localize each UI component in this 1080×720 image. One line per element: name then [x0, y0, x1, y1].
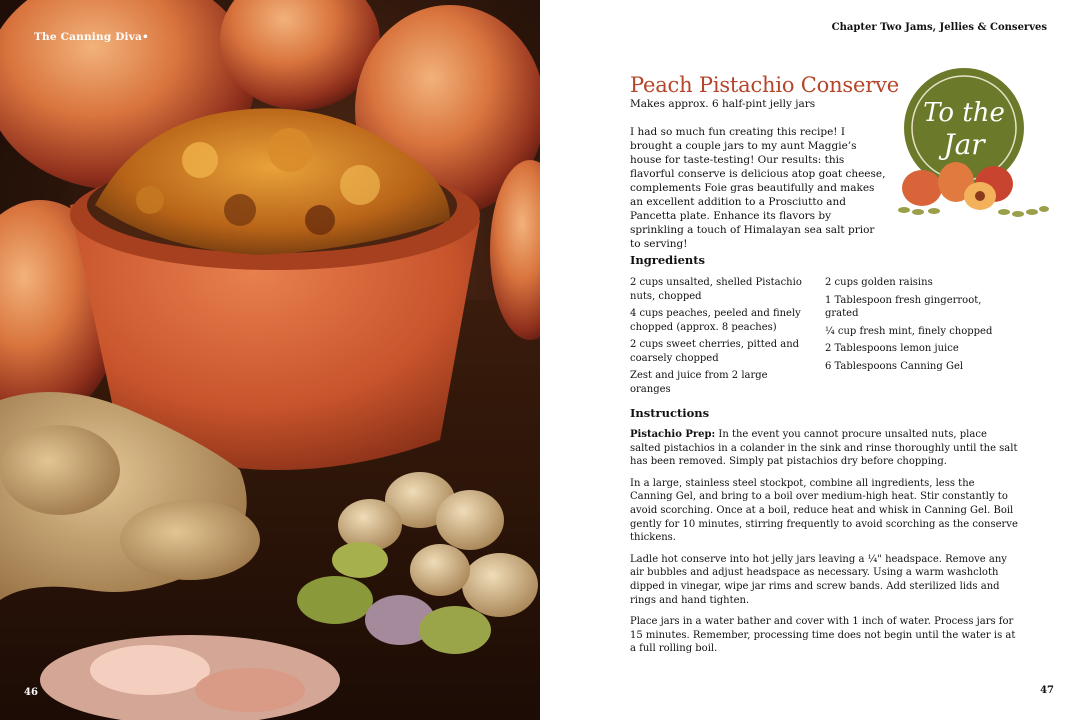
- ingredients-column-1: [630, 276, 810, 400]
- instruction-step-2: Ladle hot conserve into hot jelly jars leaving a ¼" headspace. Remove any air bubbles and adjust headspace as necessary. Using a warm washcloth dipped in vinegar, wipe jar rims and screw bands. Add sterilized lids and rings and hand tighten.: [630, 553, 1007, 606]
- ingredient-item: 2 cups unsalted, shelled Pistachio nuts, chopped: [630, 277, 802, 302]
- badge-line1: To the: [923, 98, 1005, 128]
- ingredient-item: ¼ cup fresh mint, finely chopped: [825, 325, 993, 337]
- recipe-page: [540, 0, 1080, 720]
- ingredients-heading: Ingredients: [630, 253, 706, 267]
- running-head: Chapter Two Jams, Jellies & Conserves: [831, 22, 1047, 33]
- instruction-prep: [630, 428, 1020, 469]
- ingredient-item: Zest and juice from 2 large oranges: [630, 370, 768, 395]
- recipe-intro: I had so much fun creating this recipe! I brought a couple jars to my aunt Maggie’s house for taste-testing! Our results: this flavorful conserve is delicious atop goat cheese, complements Foie gras beautifully and makes an excellent addition to a Prosciutto and Pancetta plate. Enhance its flavors by sprinkling a touch of Himalayan sea salt prior to serving!: [630, 126, 886, 250]
- ingredient-item: 4 cups peaches, peeled and finely chopped (approx. 8 peaches): [630, 308, 801, 333]
- instructions-heading: Instructions: [630, 406, 710, 420]
- ingredient-item: 6 Tablespoons Canning Gel: [825, 360, 964, 372]
- ingredient-item: 2 cups golden raisins: [825, 277, 933, 288]
- instruction-step-1: In a large, stainless steel stockpot, combine all ingredients, less the Canning Gel, and bring to a boil over medium-high heat. Stir constantly to avoid scorching. Once at a boil, reduce heat and whisk in Canning Gel. Boil gently for 10 minutes, stirring frequently to avoid scorching as the conserve thickens.: [630, 477, 1018, 544]
- ingredient-item: 2 cups sweet cherries, pitted and coarsely chopped: [630, 339, 800, 364]
- to-the-jar-badge: [894, 66, 1054, 236]
- recipe-title: Peach Pistachio Conserve: [630, 73, 899, 97]
- instruction-prep-text: In the event you cannot procure unsalted nuts, place salted pistachios in a colander in the sink and rinse thoroughly until the salt has been removed. Simply pat pistachios dry before chopping.: [630, 429, 1018, 468]
- ingredient-item: 2 Tablespoons lemon juice: [825, 343, 959, 354]
- badge-peaches-icon: [902, 162, 1013, 210]
- page-number-right: 47: [1040, 685, 1054, 696]
- instructions-body: [630, 428, 1020, 664]
- instruction-prep-lead: Pistachio Prep:: [630, 429, 716, 440]
- page-number-left: 46: [24, 687, 38, 698]
- recipe-yield: Makes approx. 6 half-pint jelly jars: [630, 98, 816, 110]
- ingredients-column-2: [825, 276, 1015, 377]
- instruction-step-3: Place jars in a water bather and cover with 1 inch of water. Process jars for 15 minutes. Remember, processing time does not begin until the water is at a full rolling boil.: [630, 616, 1016, 655]
- badge-line2: Jar: [943, 128, 985, 161]
- brand-name: The Canning Diva•: [34, 31, 149, 43]
- ingredient-item: 1 Tablespoon fresh gingerroot, grated: [825, 294, 982, 319]
